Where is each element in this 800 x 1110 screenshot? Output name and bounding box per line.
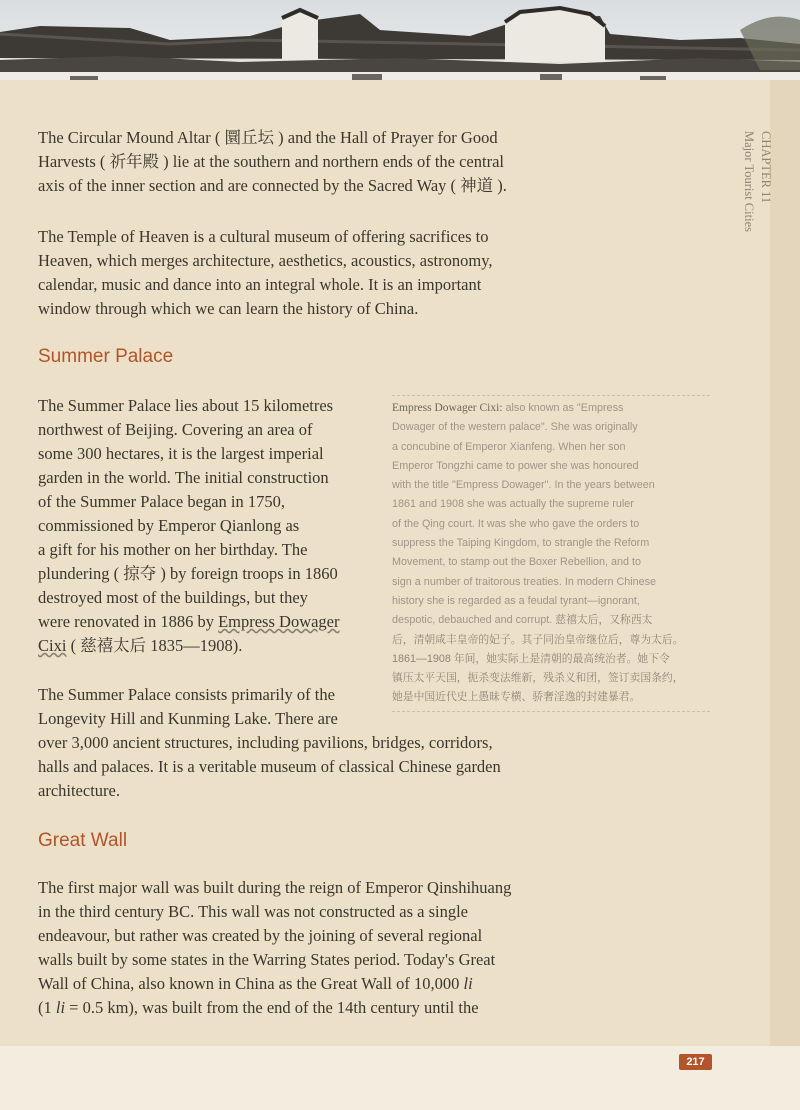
note-line-chinese: 镇压太平天国，扼杀变法维新，残杀义和团，签订卖国条约， xyxy=(392,672,684,685)
text-line: in the third century BC. This wall was not constructed as a single xyxy=(38,902,468,921)
glossary-term-link[interactable]: Empress Dowager xyxy=(218,612,340,631)
text-fragment: Wall of China, also known in China as the Great Wall of 10,000 xyxy=(38,974,464,993)
note-line: of the Qing court. It was she who gave the orders to xyxy=(392,517,640,530)
text-line: commissioned by Emperor Qianlong as xyxy=(38,516,300,535)
text-fragment: (1 xyxy=(38,998,56,1017)
note-term: Empress Dowager Cixi: xyxy=(392,402,503,414)
note-line: with the title "Empress Dowager". In the years between xyxy=(392,479,655,492)
note-line: 1861 and 1908 she was actually the supreme ruler xyxy=(392,498,634,511)
page-number-badge: 217 xyxy=(679,1054,712,1070)
text-line xyxy=(38,610,340,634)
note-line-chinese: 1861—1908 年间，她实际上是清朝的最高统治者。她下令 xyxy=(392,652,670,665)
text-line: The Summer Palace lies about 15 kilometres xyxy=(38,396,334,415)
section-heading-summer-palace: Summer Palace xyxy=(38,346,174,367)
text-line: halls and palaces. It is a veritable museum of classical Chinese garden xyxy=(38,757,501,776)
text-line: some 300 hectares, it is the largest imperial xyxy=(38,444,324,463)
text-line: walls built by some states in the Warring States period. Today's Great xyxy=(38,950,496,969)
note-line-chinese: 她是中国近代史上愚昧专横、骄奢淫逸的封建暴君。 xyxy=(392,691,641,704)
glossary-term-link[interactable]: Cixi xyxy=(38,636,67,655)
italic-unit: li xyxy=(55,998,66,1017)
text-line: garden in the world. The initial construction xyxy=(38,468,329,487)
text-line: The first major wall was built during the reign of Emperor Qinshihuang xyxy=(38,878,512,897)
text-line: of the Summer Palace began in 1750, xyxy=(38,492,285,511)
note-line xyxy=(392,611,710,630)
text-line: The Summer Palace consists primarily of the xyxy=(38,685,335,704)
text-fragment: = 0.5 km), was built from the end of the 14th century until the xyxy=(65,998,479,1017)
text-line xyxy=(38,634,242,658)
note-line: Dowager of the western palace". She was originally xyxy=(392,421,638,434)
text-line: The Circular Mound Altar ( 圜丘坛 ) and the Hall of Prayer for Good xyxy=(38,128,498,147)
text-line: Harvests ( 祈年殿 ) lie at the southern and northern ends of the central xyxy=(38,152,504,171)
note-line xyxy=(392,399,710,418)
text-line: architecture. xyxy=(38,781,120,800)
text-line: plundering ( 掠夺 ) by foreign troops in 1860 xyxy=(38,564,338,583)
glossary-note-box xyxy=(392,395,710,712)
text-line xyxy=(38,996,479,1020)
text-fragment: were renovated in 1886 by xyxy=(38,612,219,631)
text-line: northwest of Beijing. Covering an area of xyxy=(38,420,313,439)
text-line: Longevity Hill and Kunming Lake. There are xyxy=(38,709,338,728)
chapter-side-label xyxy=(729,131,799,281)
note-line-chinese: 后，清朝咸丰皇帝的妃子。其子同治皇帝继位后，尊为太后。 xyxy=(392,633,684,646)
chapter-title: Major Tourist Cities xyxy=(742,131,756,232)
section-heading-great-wall: Great Wall xyxy=(38,830,128,851)
note-text-chinese: 慈禧太后，又称西太 xyxy=(555,614,653,627)
note-line: a concubine of Emperor Xianfeng. When her son xyxy=(392,440,626,453)
text-line: calendar, music and dance into an integral whole. It is an important xyxy=(38,275,482,294)
chapter-number: CHAPTER 11 xyxy=(759,131,773,204)
note-text: also known as "Empress xyxy=(502,402,624,414)
text-line: a gift for his mother on her birthday. The xyxy=(38,540,308,559)
text-fragment: ( 慈禧太后 1835—1908). xyxy=(66,636,243,655)
text-line: window through which we can learn the history of China. xyxy=(38,299,419,318)
italic-unit: li xyxy=(463,974,473,993)
note-line: suppress the Taiping Kingdom, to strangle the Reform xyxy=(392,537,650,550)
text-line: Heaven, which merges architecture, aesthetics, acoustics, astronomy, xyxy=(38,251,493,270)
note-top-rule xyxy=(392,395,710,396)
note-line: Emperor Tongzhi came to power she was honoured xyxy=(392,459,639,472)
text-line: over 3,000 ancient structures, including pavilions, bridges, corridors, xyxy=(38,733,493,752)
note-line: Movement, to stamp out the Boxer Rebellion, and to xyxy=(392,556,642,569)
note-line: sign a number of traitorous treaties. In modern Chinese xyxy=(392,575,657,588)
text-line: axis of the inner section and are connected by the Sacred Way ( 神道 ). xyxy=(38,176,507,195)
text-line: destroyed most of the buildings, but they xyxy=(38,588,308,607)
text-line xyxy=(38,972,473,996)
rooftops-illustration xyxy=(0,0,800,88)
note-text: despotic, debauched and corrupt. xyxy=(392,614,556,627)
note-line: history she is regarded as a feudal tyrant—ignorant, xyxy=(392,594,640,607)
architecture-banner-image xyxy=(0,0,800,88)
text-line: The Temple of Heaven is a cultural museum of offering sacrifices to xyxy=(38,227,489,246)
text-line: endeavour, but rather was created by the joining of several regional xyxy=(38,926,483,945)
note-bottom-rule xyxy=(392,711,710,712)
